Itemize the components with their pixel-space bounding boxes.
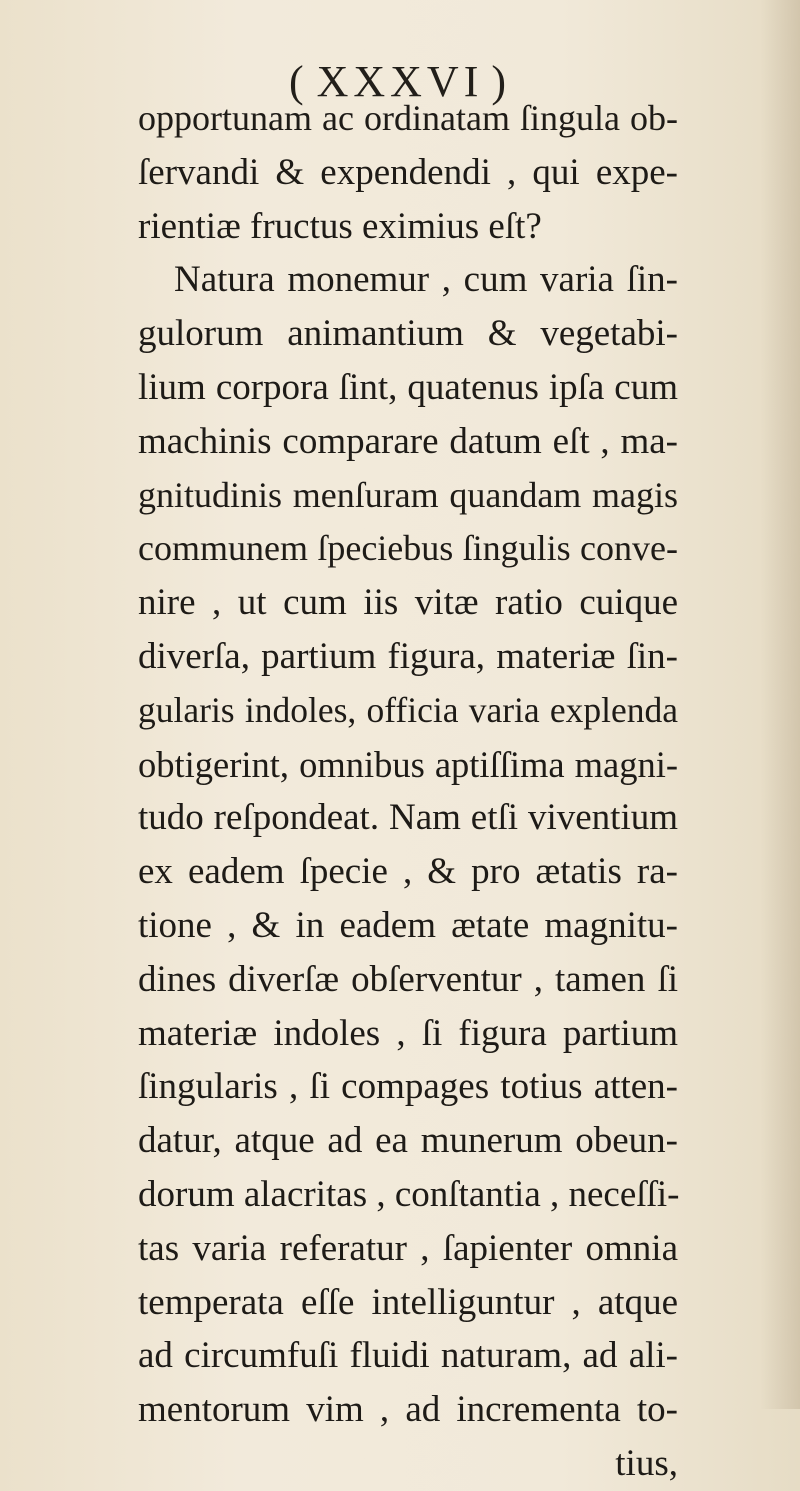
text-line: rientiæ fructus eximius eſt?	[138, 205, 542, 247]
text-line: datur, atque ad ea munerum obeun-	[138, 1120, 678, 1162]
text-line: tas varia referatur , ſapienter omnia	[138, 1227, 678, 1269]
text-line: gnitudinis menſuram quandam magis	[138, 474, 678, 515]
text-line: obtigerint, omnibus aptiſſima magni-	[138, 743, 678, 785]
text-line: nire , ut cum iis vitæ ratio cuique	[138, 582, 678, 624]
text-line: ad circumfuſi fluidi naturam, ad ali-	[138, 1335, 678, 1377]
text-line: communem ſpeciebus ſingulis conve-	[138, 528, 678, 569]
page-header: ( XXXVI )	[288, 57, 512, 106]
text-line: diverſa, partium figura, materiæ ſin-	[138, 635, 678, 677]
catchword-line: tius,	[615, 1442, 678, 1484]
text-line: materiæ indoles , ſi figura partium	[138, 1012, 678, 1054]
text-line: machinis comparare datum eſt , ma-	[138, 420, 678, 462]
text-line: ſervandi & expendendi , qui expe-	[138, 151, 678, 193]
text-line: gulorum animantium & vegetabi-	[138, 313, 678, 355]
text-line: ſingularis , ſi compages totius atten-	[138, 1066, 678, 1108]
paragraph-start-line: Natura monemur , cum varia ſin-	[174, 259, 678, 301]
page-number: XXXVI	[316, 57, 484, 106]
text-line: gularis indoles, officia varia explenda	[138, 689, 678, 730]
text-line: dorum alacritas , conſtantia , neceſſi-	[138, 1173, 680, 1215]
body-text	[138, 92, 678, 1491]
page-edge-shadow	[760, 0, 800, 1409]
text-line: dines diverſæ obſerventur , tamen ſi	[138, 958, 678, 1000]
text-line: ex eadem ſpecie , & pro ætatis ra-	[138, 851, 678, 893]
text-line: mentorum vim , ad incrementa to-	[138, 1389, 678, 1431]
text-line: temperata eſſe intelliguntur , atque	[138, 1281, 678, 1323]
text-line: opportunam ac ordinatam ſingula ob-	[138, 98, 678, 138]
text-line: lium corpora ſint, quatenus ipſa cum	[138, 366, 678, 408]
text-line: tudo reſpondeat. Nam etſi viventium	[138, 797, 678, 839]
text-line: tione , & in eadem ætate magnitu-	[138, 904, 678, 946]
